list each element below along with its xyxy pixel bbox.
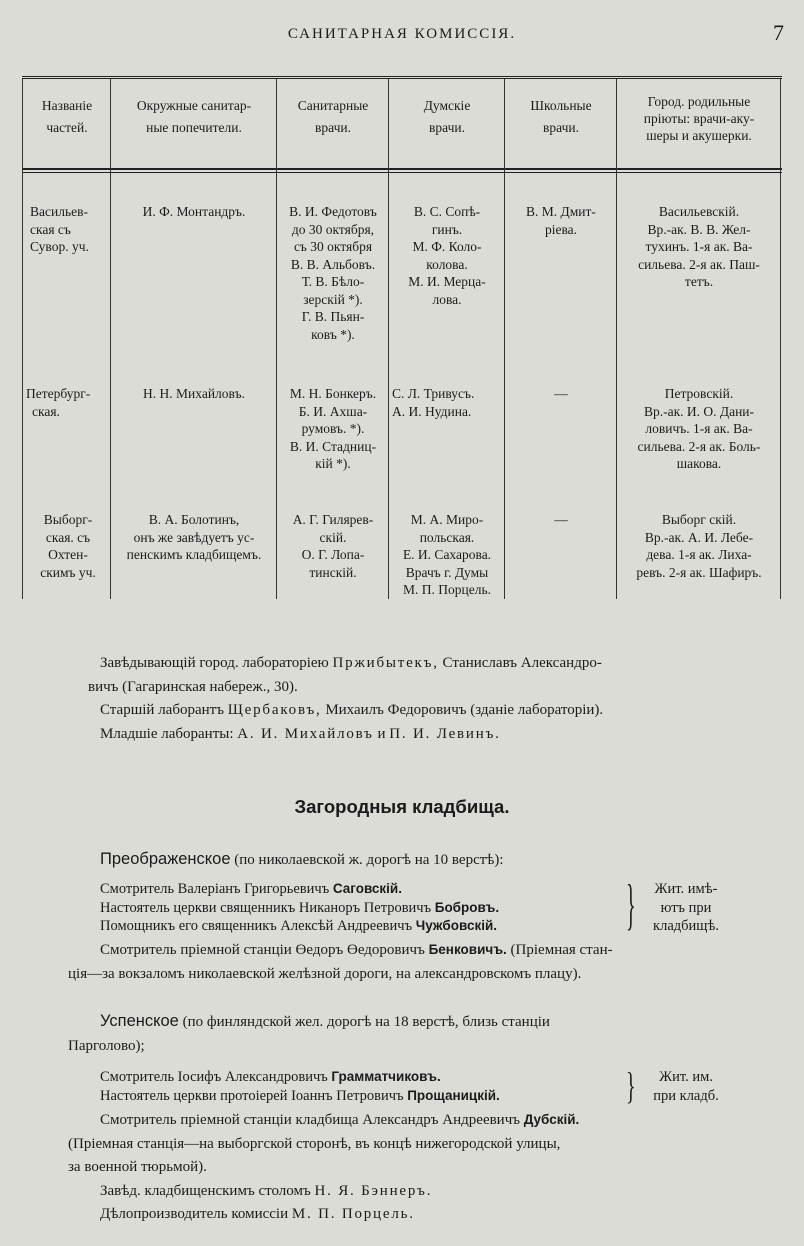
header-rule-thin: [22, 172, 782, 173]
row-vyborgskaya-sanitary: [278, 511, 388, 581]
column-divider: [504, 79, 505, 599]
cell-line: А. Г. Гилярев-: [292, 512, 374, 527]
person-name: Прощаницкій.: [407, 1087, 500, 1103]
cell-line: скій.: [319, 529, 347, 545]
text-line: [100, 1180, 725, 1204]
cell-line: Н. Н. Михайловъ.: [143, 386, 245, 401]
person-name: Чужбовскій.: [415, 918, 498, 933]
cell-line: В. М. Дмит-: [526, 204, 596, 219]
column-divider: [110, 79, 111, 599]
column-header-line: врачи.: [315, 120, 351, 135]
cell-line: В. С. Сопѣ-: [413, 204, 481, 219]
running-head: САНИТАРНАЯ КОМИССІЯ.: [287, 26, 517, 42]
person-name: Бенковичъ.: [428, 942, 507, 957]
cell-line: тетъ.: [684, 274, 714, 289]
cell-line: тинскій.: [309, 564, 357, 580]
cell-line: польская.: [419, 529, 475, 545]
cell-line: Е. И. Сахарова.: [402, 547, 492, 562]
row-vasilievskaya-part: [30, 203, 110, 256]
cell-line: М. Ф. Коло-: [412, 239, 482, 254]
cell-line: скимъ уч.: [40, 564, 96, 580]
column-header-duma: [390, 95, 504, 139]
cemetery-name: Преображенское: [100, 850, 231, 868]
usp-heading: [68, 1010, 725, 1058]
cell-line: ская. съ: [45, 529, 91, 545]
cell-line: шакова.: [676, 456, 722, 471]
section-title: Загородныя кладбища.: [294, 796, 510, 817]
cell-line: —: [554, 386, 568, 401]
preob-brace-note: [644, 880, 728, 936]
note-line: ютъ при: [660, 899, 712, 916]
table-border-right: [780, 79, 781, 599]
column-header-line: врачи.: [543, 120, 579, 135]
row-peterburgskaya-duma: [392, 385, 504, 420]
cell-line: Сувор. уч.: [30, 239, 89, 254]
person-name: М. П. Порцель.: [291, 1206, 415, 1222]
column-header-line: шеры и акушерки.: [646, 128, 752, 143]
cell-line: М. П. Порцель.: [403, 582, 491, 597]
staff-line: [100, 880, 620, 899]
cell-line: съ 30 октября: [293, 239, 373, 254]
text: Смотритель Іосифъ Александровичъ: [100, 1069, 328, 1085]
lab-line: [100, 699, 725, 723]
text-line: [100, 1203, 725, 1227]
person-name: Н. Я. Бэннеръ.: [314, 1182, 433, 1199]
text: Старшій лаборантъ: [100, 702, 224, 718]
text: (Пріемная стан-: [510, 942, 613, 958]
column-header-sanitary: [278, 95, 388, 139]
cell-line: румовъ. *).: [301, 421, 365, 436]
cell-line: ріева.: [544, 221, 578, 237]
note-line: Жит. имѣ-: [654, 881, 718, 897]
brace-icon: }: [626, 1066, 636, 1108]
row-peterburgskaya-trustee: [112, 385, 276, 403]
cell-line: М. А. Миро-: [410, 512, 484, 527]
cell-line: Выборг-: [43, 512, 93, 527]
text-line: [100, 1010, 725, 1035]
cemetery-name: Успенское: [100, 1012, 179, 1030]
preob-heading: [100, 848, 725, 873]
column-header-line: частей.: [46, 120, 88, 135]
cell-line: онъ же завѣдуетъ ус-: [133, 529, 255, 545]
cell-line: сильева. 2-я ак. Паш-: [638, 256, 760, 272]
column-header-school: [506, 95, 616, 139]
cell-line: колова.: [426, 256, 468, 272]
staff-line: [100, 917, 620, 936]
column-header-line: Думскіе: [423, 98, 471, 113]
row-vasilievskaya-duma: [390, 203, 504, 308]
column-divider: [616, 79, 617, 599]
column-header-line: Санитарные: [297, 98, 369, 113]
cell-line: лова.: [432, 291, 462, 307]
lab-line: [100, 652, 725, 676]
cell-line: Выборг скій.: [661, 512, 737, 527]
text: Смотритель Валеріанъ Григорьевичъ: [100, 881, 330, 897]
cell-line: Васильевскій.: [658, 204, 740, 219]
text: Смотритель пріемной станціи кладбища Александръ Андреевичъ: [100, 1112, 521, 1128]
column-divider: [388, 79, 389, 599]
text: Дѣлопроизводитель комиссіи: [100, 1206, 289, 1222]
cell-line: Петербург-: [26, 386, 91, 401]
row-peterburgskaya-part: [26, 385, 110, 420]
staff-line: [100, 1087, 630, 1106]
cell-line: Г. В. Пьян-: [301, 309, 365, 324]
cell-line: зерскій *).: [303, 291, 363, 307]
column-header-maternity: [618, 93, 780, 144]
text-line: [100, 938, 725, 963]
cell-line: пенскимъ кладбищемъ.: [126, 547, 262, 562]
text: Завѣдывающій город. лабораторіею: [100, 655, 329, 671]
text: Настоятель церкви священникъ Никаноръ Петровичъ: [100, 899, 432, 916]
column-header-line: Окружные санитар-: [136, 98, 252, 113]
text: Младшіе лаборанты:: [100, 725, 234, 742]
note-line: кладбищѣ.: [653, 918, 719, 934]
row-vasilievskaya-school: [506, 203, 616, 238]
cell-line: ревъ. 2-я ак. Шафиръ.: [636, 564, 762, 580]
row-vyborgskaya-trustee: [112, 511, 276, 564]
table-border-left: [22, 79, 23, 599]
cemetery-desc: (по николаевской ж. дорогѣ на 10 верстѣ):: [234, 852, 504, 868]
text: Смотритель пріемной станціи Өедоръ Өедоровичъ: [100, 942, 425, 958]
text-line: Парголово);: [68, 1037, 145, 1054]
row-peterburgskaya-school: [506, 385, 616, 403]
column-header-parts: [24, 95, 110, 139]
text: Помощникъ его священникъ Алексѣй Андреевичъ: [100, 918, 413, 934]
usp-staff: [100, 1068, 630, 1105]
cell-line: гинъ.: [431, 221, 463, 237]
cell-line: В. В. Альбовъ.: [290, 256, 376, 272]
cell-line: ловичъ. 1-я ак. Ва-: [645, 421, 753, 436]
text: и: [377, 725, 386, 742]
cell-line: Б. И. Ахша-: [298, 403, 368, 419]
row-vyborgskaya-school: [506, 511, 616, 529]
text: Настоятель церкви протоіерей Іоаннъ Петровичъ: [100, 1087, 404, 1104]
person-name: Грамматчиковъ.: [331, 1069, 441, 1084]
staff-line: [100, 899, 620, 918]
column-header-trustees: [112, 95, 276, 139]
cell-line: тухинъ. 1-я ак. Ва-: [645, 239, 753, 254]
cell-line: О. Г. Лопа-: [301, 547, 365, 562]
header-rule: [22, 168, 782, 170]
cell-line: ская съ: [30, 221, 71, 237]
row-peterburgskaya-sanitary: [278, 385, 388, 473]
row-vasilievskaya-sanitary: [278, 203, 388, 343]
cell-line: до 30 октября,: [291, 221, 375, 237]
cell-line: Петровскій.: [664, 386, 734, 401]
cell-line: Вр.-ак. И. О. Дани-: [643, 403, 755, 419]
cell-line: дева. 1-я ак. Лиха-: [646, 547, 752, 562]
cell-line: В. И. Стадниц-: [289, 438, 377, 454]
cell-line: сильева. 2-я ак. Боль-: [637, 438, 761, 454]
cell-line: В. А. Болотинъ,: [148, 512, 240, 527]
column-header-line: Город. родильные: [647, 94, 751, 109]
column-header-line: Названіе: [41, 98, 93, 113]
person-name: Дубскій.: [523, 1112, 580, 1127]
cemetery-desc: (по финляндской жел. дорогѣ на 18 верстѣ, близь станціи: [182, 1014, 550, 1030]
row-vasilievskaya-maternity: [618, 203, 780, 291]
row-vyborgskaya-maternity: [618, 511, 780, 581]
person-name: Пржибытекъ,: [332, 655, 439, 671]
cell-line: И. Ф. Монтандръ.: [142, 204, 246, 219]
cell-line: Т. В. Бѣло-: [301, 274, 365, 289]
cell-line: —: [554, 512, 568, 527]
note-line: Жит. им.: [659, 1069, 713, 1085]
cell-line: С. Л. Тривусъ.: [392, 386, 475, 401]
cell-line: Врачъ г. Думы: [405, 564, 489, 580]
person-name: П. И. Левинъ.: [389, 725, 501, 742]
cell-line: кій *).: [315, 456, 351, 471]
row-peterburgskaya-maternity: [618, 385, 780, 473]
page-number: 7: [773, 20, 784, 45]
cell-line: Васильев-: [30, 204, 88, 219]
text-line: (Пріемная станція—на выборгской сторонѣ, въ концѣ нижегородской улицы,: [68, 1135, 561, 1152]
cell-line: В. И. Федотовъ: [289, 204, 377, 219]
person-name: А. И. Михайловъ: [237, 725, 374, 742]
row-vyborgskaya-duma: [390, 511, 504, 599]
text: Завѣд. кладбищенскимъ столомъ: [100, 1182, 311, 1199]
column-divider: [276, 79, 277, 599]
person-name: Бобровъ.: [434, 899, 500, 915]
brace-icon: }: [626, 875, 636, 937]
person-name: Щербаковъ,: [227, 702, 322, 718]
cell-line: М. И. Мерца-: [408, 274, 486, 289]
column-header-line: врачи.: [429, 120, 465, 135]
lab-paragraph: [88, 652, 725, 746]
cell-line: Охтен-: [48, 547, 88, 562]
cell-line: А. И. Нудина.: [392, 403, 472, 419]
staff-line: [100, 1068, 630, 1087]
lab-line: [100, 723, 725, 747]
row-vyborgskaya-part: [26, 511, 110, 581]
text-line: [100, 1108, 725, 1133]
note-line: при кладб.: [653, 1087, 719, 1104]
text-line: за военной тюрьмой).: [68, 1159, 207, 1175]
usp-reception: [68, 1108, 725, 1227]
cell-line: Вр.-ак. В. В. Жел-: [647, 221, 751, 237]
cell-line: М. Н. Бонкеръ.: [289, 386, 377, 401]
column-header-line: Школьные: [530, 98, 592, 113]
cell-line: ская.: [32, 403, 60, 419]
preob-staff: [100, 880, 620, 936]
column-header-line: ные попечители.: [146, 120, 242, 135]
preob-reception: [68, 938, 725, 986]
cell-line: Вр.-ак. А. И. Лебе-: [644, 529, 754, 545]
lab-line: вичъ (Гагаринская набереж., 30).: [88, 678, 298, 695]
row-vasilievskaya-trustee: [112, 203, 276, 221]
text: Станиславъ Александро-: [442, 655, 602, 671]
cell-line: ковъ *).: [311, 326, 355, 342]
text-line: ція—за вокзаломъ николаевской желѣзной дороги, на александровскомъ плацу).: [68, 965, 582, 982]
sanitary-table: [22, 76, 782, 599]
person-name: Саговскій.: [332, 881, 402, 896]
text: Михаилъ Федоровичъ (зданіе лабораторіи).: [325, 702, 604, 718]
usp-brace-note: [644, 1068, 728, 1105]
column-header-line: пріюты: врачи-аку-: [643, 111, 755, 126]
